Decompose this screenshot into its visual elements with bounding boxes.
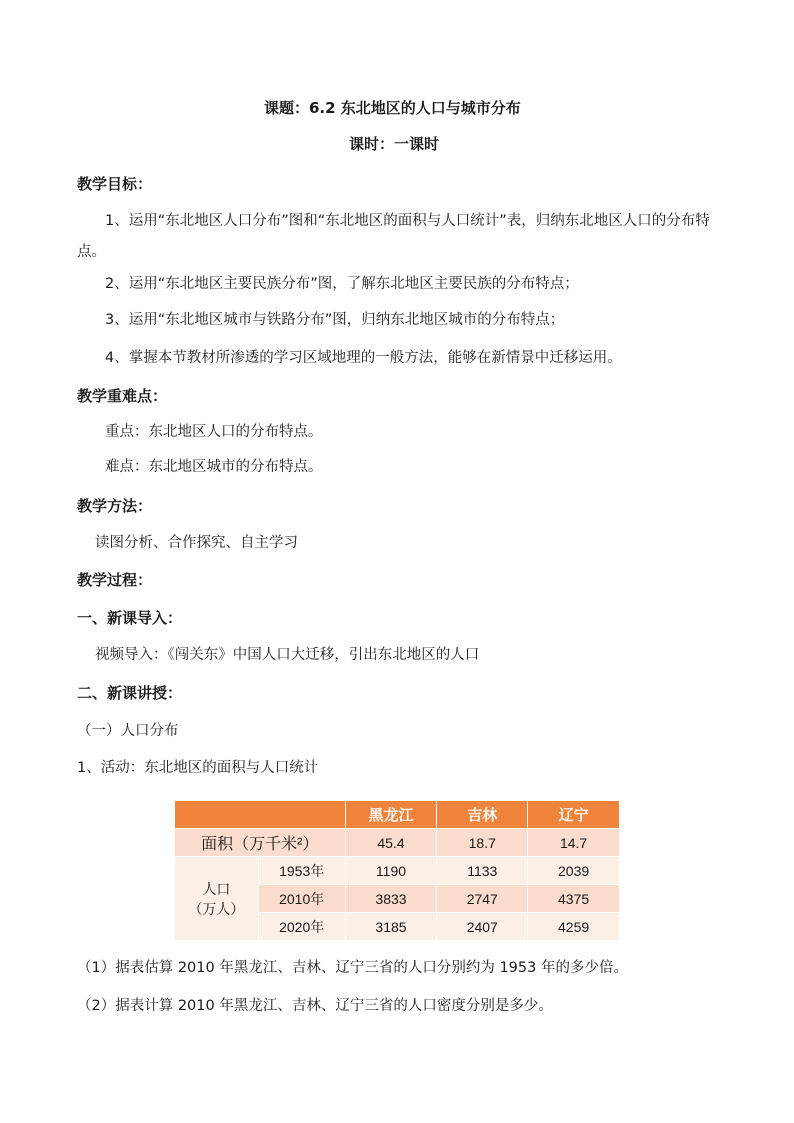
table-cell: 18.7 [437, 829, 528, 857]
table-cell: 1190 [345, 857, 437, 885]
column-header: 吉林 [437, 801, 528, 829]
table-cell: 2039 [528, 857, 620, 885]
table-cell: 45.4 [345, 829, 437, 857]
intro-text: 视频导入：《闯关东》中国人口大迁移，引出东北地区的人口 [95, 647, 480, 663]
table-cell: 14.7 [528, 829, 620, 857]
area-label: 面积（万千米²） [175, 829, 346, 857]
header-empty-cell [175, 801, 346, 829]
keypoints-heading: 教学重难点： [77, 387, 168, 405]
table-cell: 4259 [528, 913, 620, 941]
table-header-row [175, 801, 620, 829]
lesson-period: 课时：一课时 [349, 135, 440, 153]
process-heading: 教学过程： [77, 571, 153, 589]
population-label [175, 857, 259, 941]
lesson-title: 课题：6.2 东北地区的人口与城市分布 [264, 99, 521, 117]
year-cell: 2020年 [258, 913, 345, 941]
objective-2: 2、运用“东北地区主要民族分布”图，了解东北地区主要民族的分布特点； [105, 276, 579, 292]
table-row [175, 857, 620, 885]
objective-3: 3、运用“东北地区城市与铁路分布”图，归纳东北地区城市的分布特点； [105, 312, 565, 328]
lecture-heading: 二、新课讲授： [77, 684, 183, 702]
column-header: 辽宁 [528, 801, 620, 829]
table-cell: 2407 [437, 913, 528, 941]
objective-4: 4、掌握本节教材所渗透的学习区域地理的一般方法，能够在新情景中迁移运用。 [105, 350, 622, 366]
table-cell: 2747 [437, 885, 528, 913]
difficulty-point: 难点：东北地区城市的分布特点。 [105, 459, 323, 475]
area-population-table [174, 800, 620, 941]
table-cell: 3185 [345, 913, 437, 941]
question-2: （2）据表计算 2010 年黑龙江、吉林、辽宁三省的人口密度分别是多少。 [77, 998, 553, 1014]
year-cell: 1953年 [258, 857, 345, 885]
methods-text: 读图分析、合作探究、自主学习 [95, 535, 298, 551]
objective-1: 1、运用“东北地区人口分布”图和“东北地区的面积与人口统计”表，归纳东北地区人口的分布特点。 [77, 213, 710, 260]
table-row [175, 829, 620, 857]
population-label-line2: （万人） [188, 900, 245, 917]
table-cell: 3833 [345, 885, 437, 913]
year-cell: 2010年 [258, 885, 345, 913]
sub-heading: （一）人口分布 [77, 723, 179, 739]
objectives-heading: 教学目标： [77, 175, 153, 193]
table-cell: 1133 [437, 857, 528, 885]
column-header: 黑龙江 [345, 801, 437, 829]
question-1: （1）据表估算 2010 年黑龙江、吉林、辽宁三省的人口分别约为 1953 年的多少倍。 [77, 960, 628, 976]
activity-title: 1、活动：东北地区的面积与人口统计 [77, 760, 319, 776]
focus-point: 重点：东北地区人口的分布特点。 [105, 424, 323, 440]
intro-heading: 一、新课导入： [77, 609, 183, 627]
methods-heading: 教学方法： [77, 497, 153, 515]
population-label-line1: 人口 [202, 880, 231, 897]
table-cell: 4375 [528, 885, 620, 913]
